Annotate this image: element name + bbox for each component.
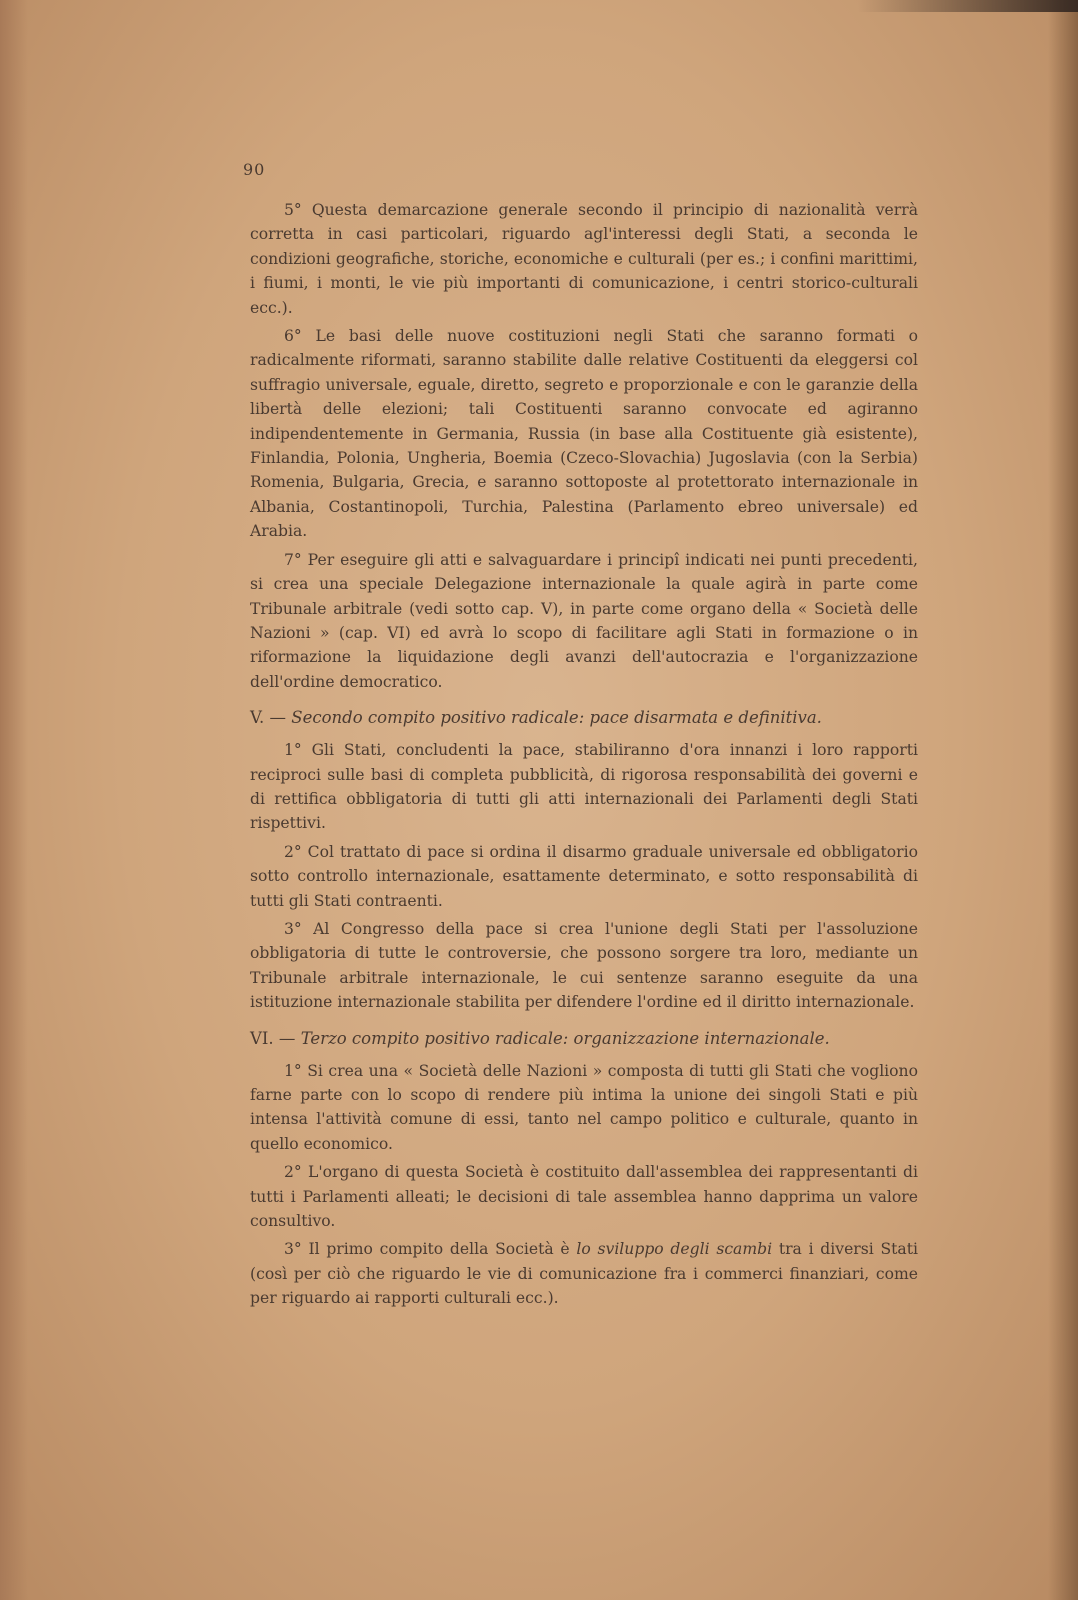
section-5-title: Secondo compito positivo radicale: pace disarmata e definitiva.: [291, 708, 822, 728]
paragraph-5: 5° Questa demarcazione generale secondo il principio di nazionalità verrà corretta in casi particolari, riguardo agl'interessi degli Stati, a seconda le condizioni geografiche, storiche, economiche e culturali (per es.; i confini marittimi, i fiumi, i monti, le vie più importanti di comunicazione, i centri storico-culturali ecc.).: [250, 201, 918, 317]
paragraph-6: 6° Le basi delle nuove costituzioni negli Stati che saranno formati o radicalmente riformati, saranno stabilite dalle relative Costituenti da eleggersi col suffragio universale, eguale, diretto, segreto e proporzionale e con le garanzie della libertà delle elezioni; tali Costituenti saranno convocate ed agiranno indipendentemente in Germania, Russia (in base alla Costituente già esistente), Finlandia, Polonia, Ungheria, Boemia (Czeco-Slovachia) Jugoslavia (con la Serbia) Romenia, Bulgaria, Grecia, e saranno sottoposte al protettorato internazionale in Albania, Costantinopoli, Turchia, Palestina (Parlamento ebreo universale) ed Arabia.: [250, 327, 918, 541]
section-6-paragraph-1: 1° Si crea una « Società delle Nazioni » composta di tutti gli Stati che vogliono farne parte con lo scopo di rendere più intima la unione dei singoli Stati e più intensa l'attività comune di essi, tanto nel campo politico e culturale, quanto in quello economico.: [250, 1061, 918, 1153]
section-5-paragraph-3: 3° Al Congresso della pace si crea l'unione degli Stati per l'assoluzione obbligatoria di tutte le controversie, che possono sorgere tra loro, mediante un Tribunale arbitrale internazionale, le cui sentenze saranno eseguite da una istituzione internazionale stabilita per difendere l'ordine ed il diritto internazionale.: [250, 919, 918, 1012]
section-6-paragraph-3-start: 3° Il primo compito della Società è: [284, 1240, 577, 1259]
section-6-paragraph-3-end: tra i diversi Stati (così per ciò che riguardo le vie di comunicazione fra i commerci finanziari, come per riguardo ai rapporti culturali ecc.).: [250, 1240, 918, 1308]
page-number: 90: [243, 160, 266, 179]
section-6-paragraph-2: 2° L'organo di questa Società è costituito dall'assemblea dei rappresentanti di tutti i Parlamenti alleati; le decisioni di tale assemblea hanno dapprima un valore consultivo.: [250, 1163, 918, 1231]
page-left-shadow: [0, 0, 28, 1600]
section-5-number: V. —: [250, 708, 287, 728]
page-text: [250, 198, 918, 1315]
section-6-title: Terzo compito positivo radicale: organizzazione internazionale.: [300, 1028, 830, 1048]
page-top-corner-shadow: [858, 0, 1078, 12]
section-6-heading: [250, 1027, 918, 1051]
section-5-heading: [250, 706, 918, 730]
section-5-paragraph-1: 1° Gli Stati, concludenti la pace, stabiliranno d'ora innanzi i loro rapporti reciproci sulle basi di completa pubblicità, di rigorosa responsabilità dei governi e di rettifica obbligatoria di tutti gli atti internazionali dei Parlamenti degli Stati rispettivi.: [250, 741, 918, 833]
section-6-paragraph-3: [250, 1237, 918, 1310]
page-right-shadow: [1048, 0, 1078, 1600]
paragraph-7: 7° Per eseguire gli atti e salvaguardare i principî indicati nei punti precedenti, si crea una speciale Delegazione internazionale la quale agirà in parte come Tribunale arbitrale (vedi sotto cap. V), in parte come organo della « Società delle Nazioni » (cap. VI) ed avrà lo scopo di facilitare agli Stati in formazione o in riformazione la liquidazione degli avanzi dell'autocrazia e l'organizzazione dell'ordine democratico.: [250, 550, 918, 691]
section-6-number: VI. —: [250, 1028, 296, 1048]
section-5-paragraph-2: 2° Col trattato di pace si ordina il disarmo graduale universale ed obbligatorio sotto controllo internazionale, esattamente determinato, e sotto responsabilità di tutti gli Stati contraenti.: [250, 842, 918, 910]
section-6-paragraph-3-emphasis: lo sviluppo degli scambi: [576, 1240, 773, 1259]
